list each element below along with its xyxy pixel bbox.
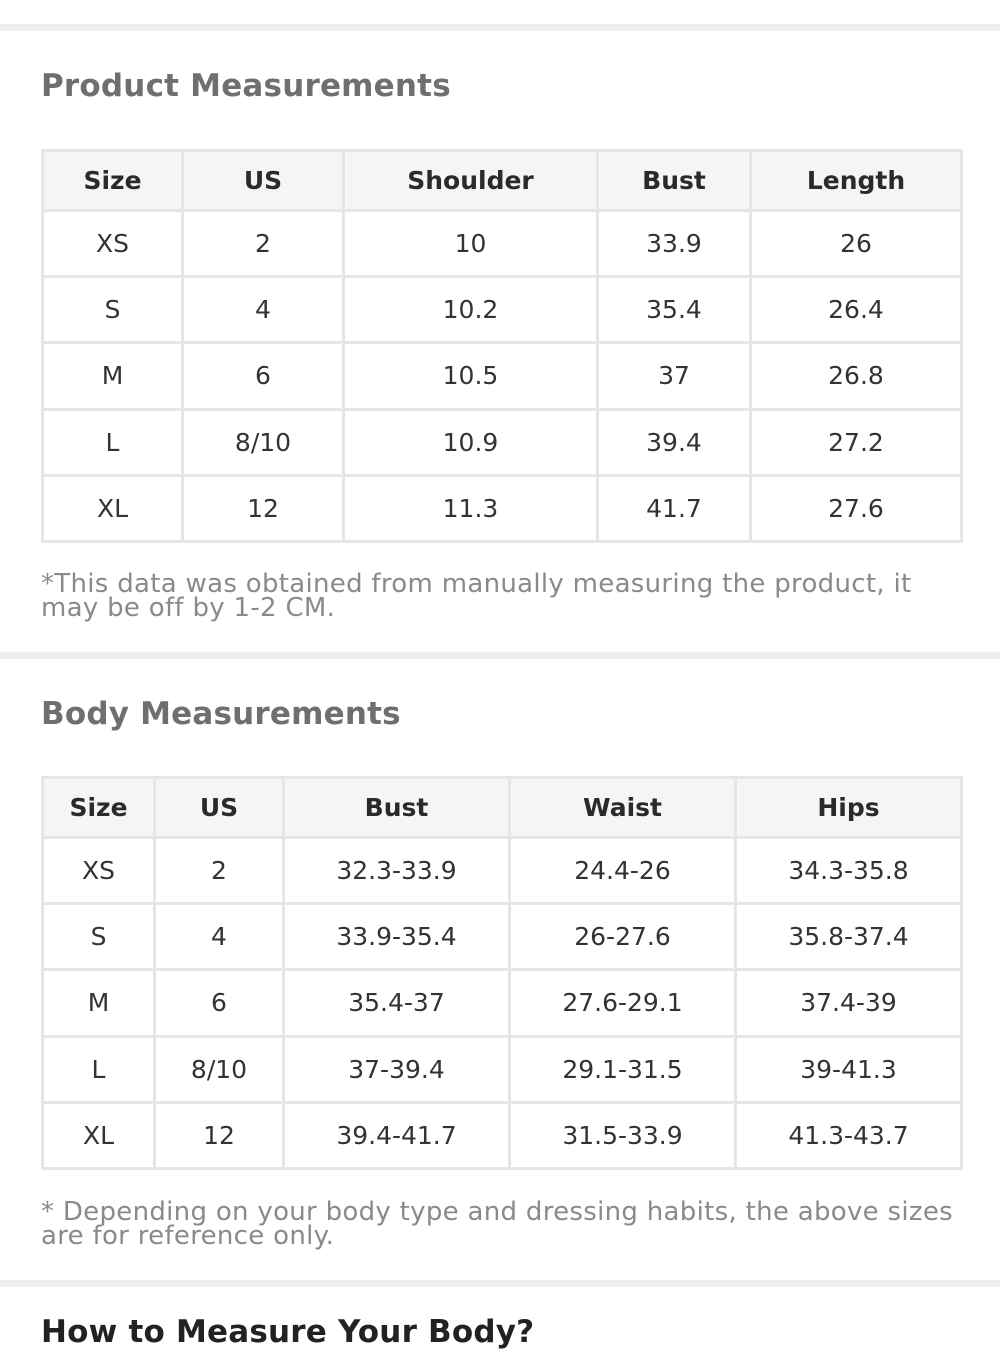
table-cell: 2 — [183, 211, 344, 277]
table-cell: 34.3-35.8 — [736, 838, 962, 904]
table-cell: 8/10 — [155, 1036, 284, 1102]
table-cell: 33.9 — [598, 211, 751, 277]
table-cell: 26 — [751, 211, 962, 277]
body-measurements-note: * Depending on your body type and dressing habits, the above sizes are for reference only. — [41, 1197, 953, 1251]
product-measurements-title: Product Measurements — [41, 68, 451, 104]
table-cell: M — [43, 343, 183, 409]
table-cell: XL — [43, 1102, 155, 1168]
table-cell: 11.3 — [344, 475, 598, 541]
column-header: Bust — [284, 778, 510, 838]
table-cell: 10.5 — [344, 343, 598, 409]
table-cell: 35.8-37.4 — [736, 904, 962, 970]
column-header: Length — [751, 151, 962, 211]
product-measurements-table — [41, 149, 963, 543]
table-cell: XS — [43, 211, 183, 277]
body-measurements-table — [41, 776, 963, 1170]
table-cell: 27.2 — [751, 409, 962, 475]
column-header: Size — [43, 151, 183, 211]
table-cell: 10.9 — [344, 409, 598, 475]
table-cell: 26.8 — [751, 343, 962, 409]
table-row — [43, 211, 962, 277]
table-cell: 12 — [155, 1102, 284, 1168]
table-row — [43, 904, 962, 970]
table-cell: 27.6-29.1 — [510, 970, 736, 1036]
table-row — [43, 838, 962, 904]
table-row — [43, 1036, 962, 1102]
table-cell: 37.4-39 — [736, 970, 962, 1036]
table-row — [43, 970, 962, 1036]
section-divider — [0, 652, 1000, 659]
table-row — [43, 409, 962, 475]
table-row — [43, 277, 962, 343]
table-cell: 39.4 — [598, 409, 751, 475]
table-cell: 4 — [183, 277, 344, 343]
section-divider — [0, 1280, 1000, 1287]
table-cell: 2 — [155, 838, 284, 904]
table-cell: 6 — [183, 343, 344, 409]
table-cell: 39.4-41.7 — [284, 1102, 510, 1168]
body-measurements-title: Body Measurements — [41, 696, 401, 732]
table-cell: 8/10 — [183, 409, 344, 475]
table-cell: XL — [43, 475, 183, 541]
product-measurements-note: *This data was obtained from manually measuring the product, it may be off by 1-2 CM. — [41, 569, 912, 623]
how-to-measure-title: How to Measure Your Body? — [41, 1314, 535, 1350]
table-cell: 24.4-26 — [510, 838, 736, 904]
table-cell: 12 — [183, 475, 344, 541]
table-cell: 27.6 — [751, 475, 962, 541]
table-cell: 26-27.6 — [510, 904, 736, 970]
table-cell: S — [43, 904, 155, 970]
column-header: Size — [43, 778, 155, 838]
column-header: US — [183, 151, 344, 211]
table-cell: 39-41.3 — [736, 1036, 962, 1102]
table-header-row — [43, 151, 962, 211]
table-cell: L — [43, 409, 183, 475]
table-cell: 41.7 — [598, 475, 751, 541]
table-cell: 35.4-37 — [284, 970, 510, 1036]
table-row — [43, 343, 962, 409]
table-cell: M — [43, 970, 155, 1036]
table-cell: 26.4 — [751, 277, 962, 343]
table-cell: XS — [43, 838, 155, 904]
column-header: US — [155, 778, 284, 838]
column-header: Shoulder — [344, 151, 598, 211]
table-header-row — [43, 778, 962, 838]
top-divider — [0, 24, 1000, 31]
table-cell: 31.5-33.9 — [510, 1102, 736, 1168]
table-cell: 35.4 — [598, 277, 751, 343]
column-header: Bust — [598, 151, 751, 211]
table-cell: 32.3-33.9 — [284, 838, 510, 904]
table-cell: 10.2 — [344, 277, 598, 343]
table-cell: 37-39.4 — [284, 1036, 510, 1102]
table-row — [43, 475, 962, 541]
table-cell: 6 — [155, 970, 284, 1036]
table-cell: 10 — [344, 211, 598, 277]
column-header: Waist — [510, 778, 736, 838]
table-cell: 33.9-35.4 — [284, 904, 510, 970]
table-cell: 37 — [598, 343, 751, 409]
table-cell: 41.3-43.7 — [736, 1102, 962, 1168]
table-cell: S — [43, 277, 183, 343]
table-cell: 4 — [155, 904, 284, 970]
table-row — [43, 1102, 962, 1168]
table-cell: L — [43, 1036, 155, 1102]
table-cell: 29.1-31.5 — [510, 1036, 736, 1102]
column-header: Hips — [736, 778, 962, 838]
